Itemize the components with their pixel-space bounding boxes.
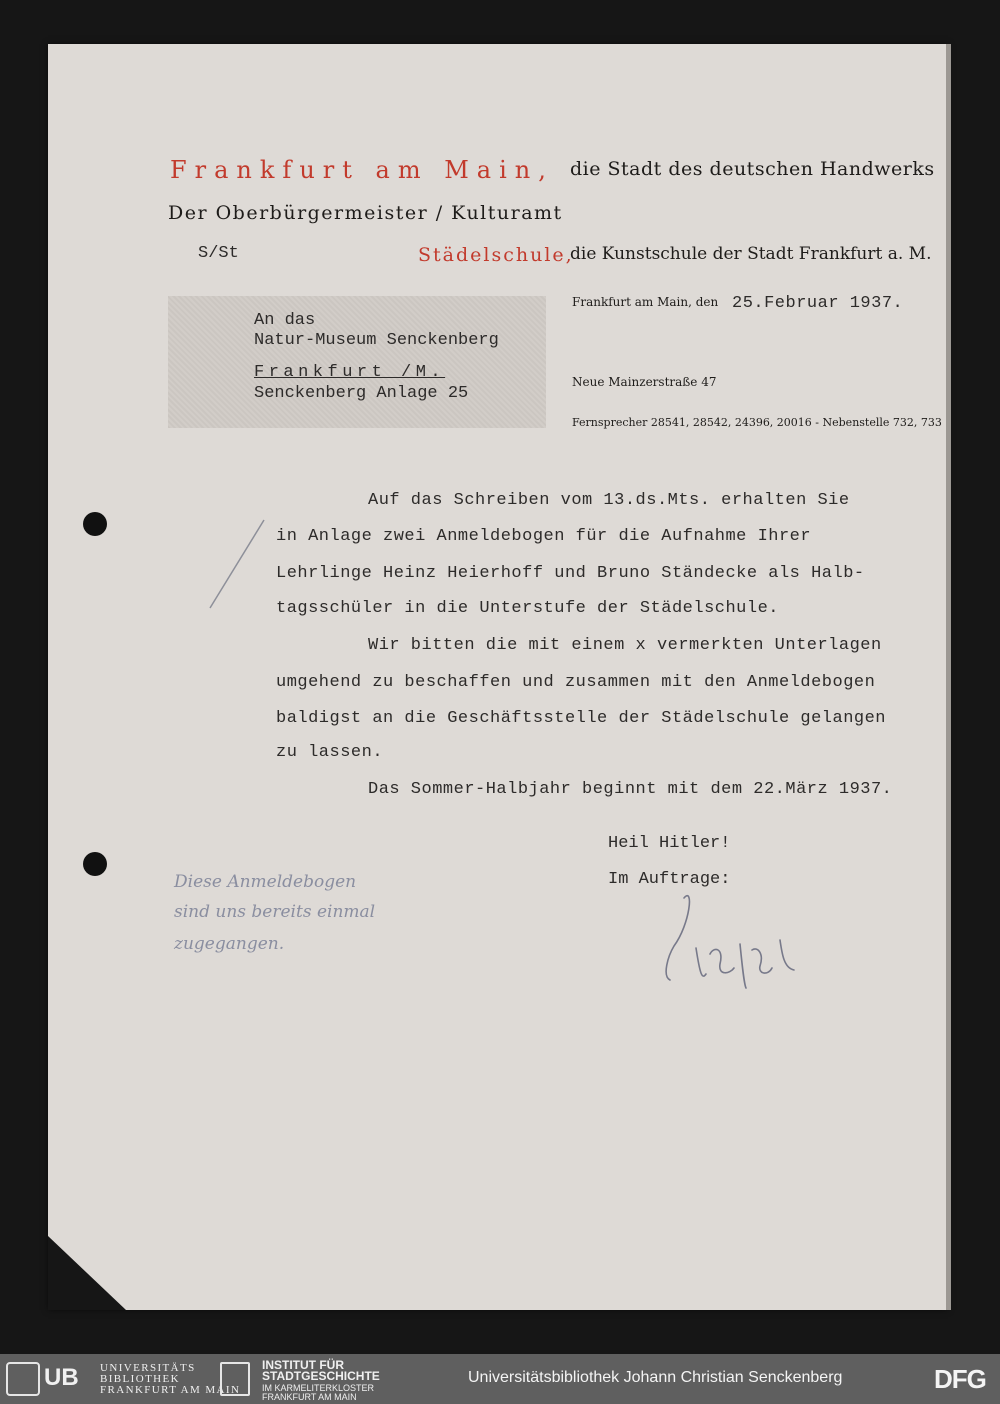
body-line: tagsschüler in die Unterstufe der Städelschule. <box>276 599 779 618</box>
letterhead-office: Der Oberbürgermeister / Kulturamt <box>168 202 563 224</box>
letter-date: 25.Februar 1937. <box>732 294 904 313</box>
body-line: Lehrlinge Heinz Heierhoff und Bruno Ständecke als Halb- <box>276 564 865 583</box>
ub-logo-text: UB <box>44 1364 79 1391</box>
library-full-name: Universitätsbibliothek Johann Christian Senckenberg <box>468 1369 843 1386</box>
body-line: umgehend zu beschaffen und zusammen mit den Anmeldebogen <box>276 673 876 692</box>
body-line: in Anlage zwei Anmeldebogen für die Aufnahme Ihrer <box>276 527 812 546</box>
institute-location <box>262 1384 374 1402</box>
body-line: Das Sommer-Halbjahr beginnt mit dem 22.März 1937. <box>368 780 893 799</box>
institute-arch-icon <box>220 1362 250 1396</box>
institute-name <box>262 1360 380 1382</box>
institute-location-line: FRANKFURT AM MAIN <box>262 1392 357 1402</box>
handwritten-note-line: zugegangen. <box>174 934 285 954</box>
letterhead-city: Frankfurt am Main, <box>170 156 554 184</box>
handwritten-note-line: Diese Anmeldebogen <box>174 872 357 892</box>
body-line: zu lassen. <box>276 743 384 762</box>
punch-hole <box>83 852 107 876</box>
body-line: Wir bitten die mit einem x vermerkten Unterlagen <box>368 636 882 655</box>
letterhead-school: Städelschule, <box>418 244 574 266</box>
library-name-line: BIBLIOTHEK <box>100 1373 180 1385</box>
letterhead-school-subtitle: die Kunstschule der Stadt Frankfurt a. M. <box>570 244 932 264</box>
page-edge <box>946 44 951 1310</box>
closing-greeting: Heil Hitler! <box>608 834 731 853</box>
recipient-line-3: Frankfurt /M. <box>254 363 446 382</box>
body-line: baldigst an die Geschäftsstelle der Städelschule gelangen <box>276 709 886 728</box>
library-name-line: UNIVERSITÄTS <box>100 1362 196 1374</box>
letterhead-street: Neue Mainzerstraße 47 <box>572 375 717 389</box>
handwritten-note-line: sind uns bereits einmal <box>174 902 376 922</box>
recipient-line-2: Natur-Museum Senckenberg <box>254 331 499 350</box>
institute-name-line: STADTGESCHICHTE <box>262 1369 380 1383</box>
recipient-line-4: Senckenberg Anlage 25 <box>254 384 469 403</box>
closing-order: Im Auftrage: <box>608 870 731 889</box>
letterhead-phone: Fernsprecher 28541, 28542, 24396, 20016 - Nebenstelle 732, 733 <box>572 416 942 429</box>
torn-corner <box>48 1236 126 1310</box>
handwritten-signature <box>654 884 824 994</box>
margin-pencil-stroke <box>198 516 268 616</box>
recipient-line-1: An das <box>254 311 316 330</box>
viewer-footer <box>0 1354 1000 1404</box>
dfg-logo: DFG <box>934 1364 986 1394</box>
letterhead-city-subtitle: die Stadt des deutschen Handwerks <box>570 158 935 180</box>
library-name-line: FRANKFURT AM MAIN <box>100 1384 241 1396</box>
institute-location-line: IM KARMELITERKLOSTER <box>262 1383 375 1393</box>
reference-code: S/St <box>198 244 239 263</box>
ub-portrait-icon <box>6 1362 40 1396</box>
body-line: Auf das Schreiben vom 13.ds.Mts. erhalten Sie <box>368 491 850 510</box>
date-prefix: Frankfurt am Main, den <box>572 295 719 309</box>
letter-page <box>48 44 948 1310</box>
institute-name-line: INSTITUT FÜR <box>262 1358 344 1372</box>
punch-hole <box>83 512 107 536</box>
address-window <box>168 296 546 428</box>
